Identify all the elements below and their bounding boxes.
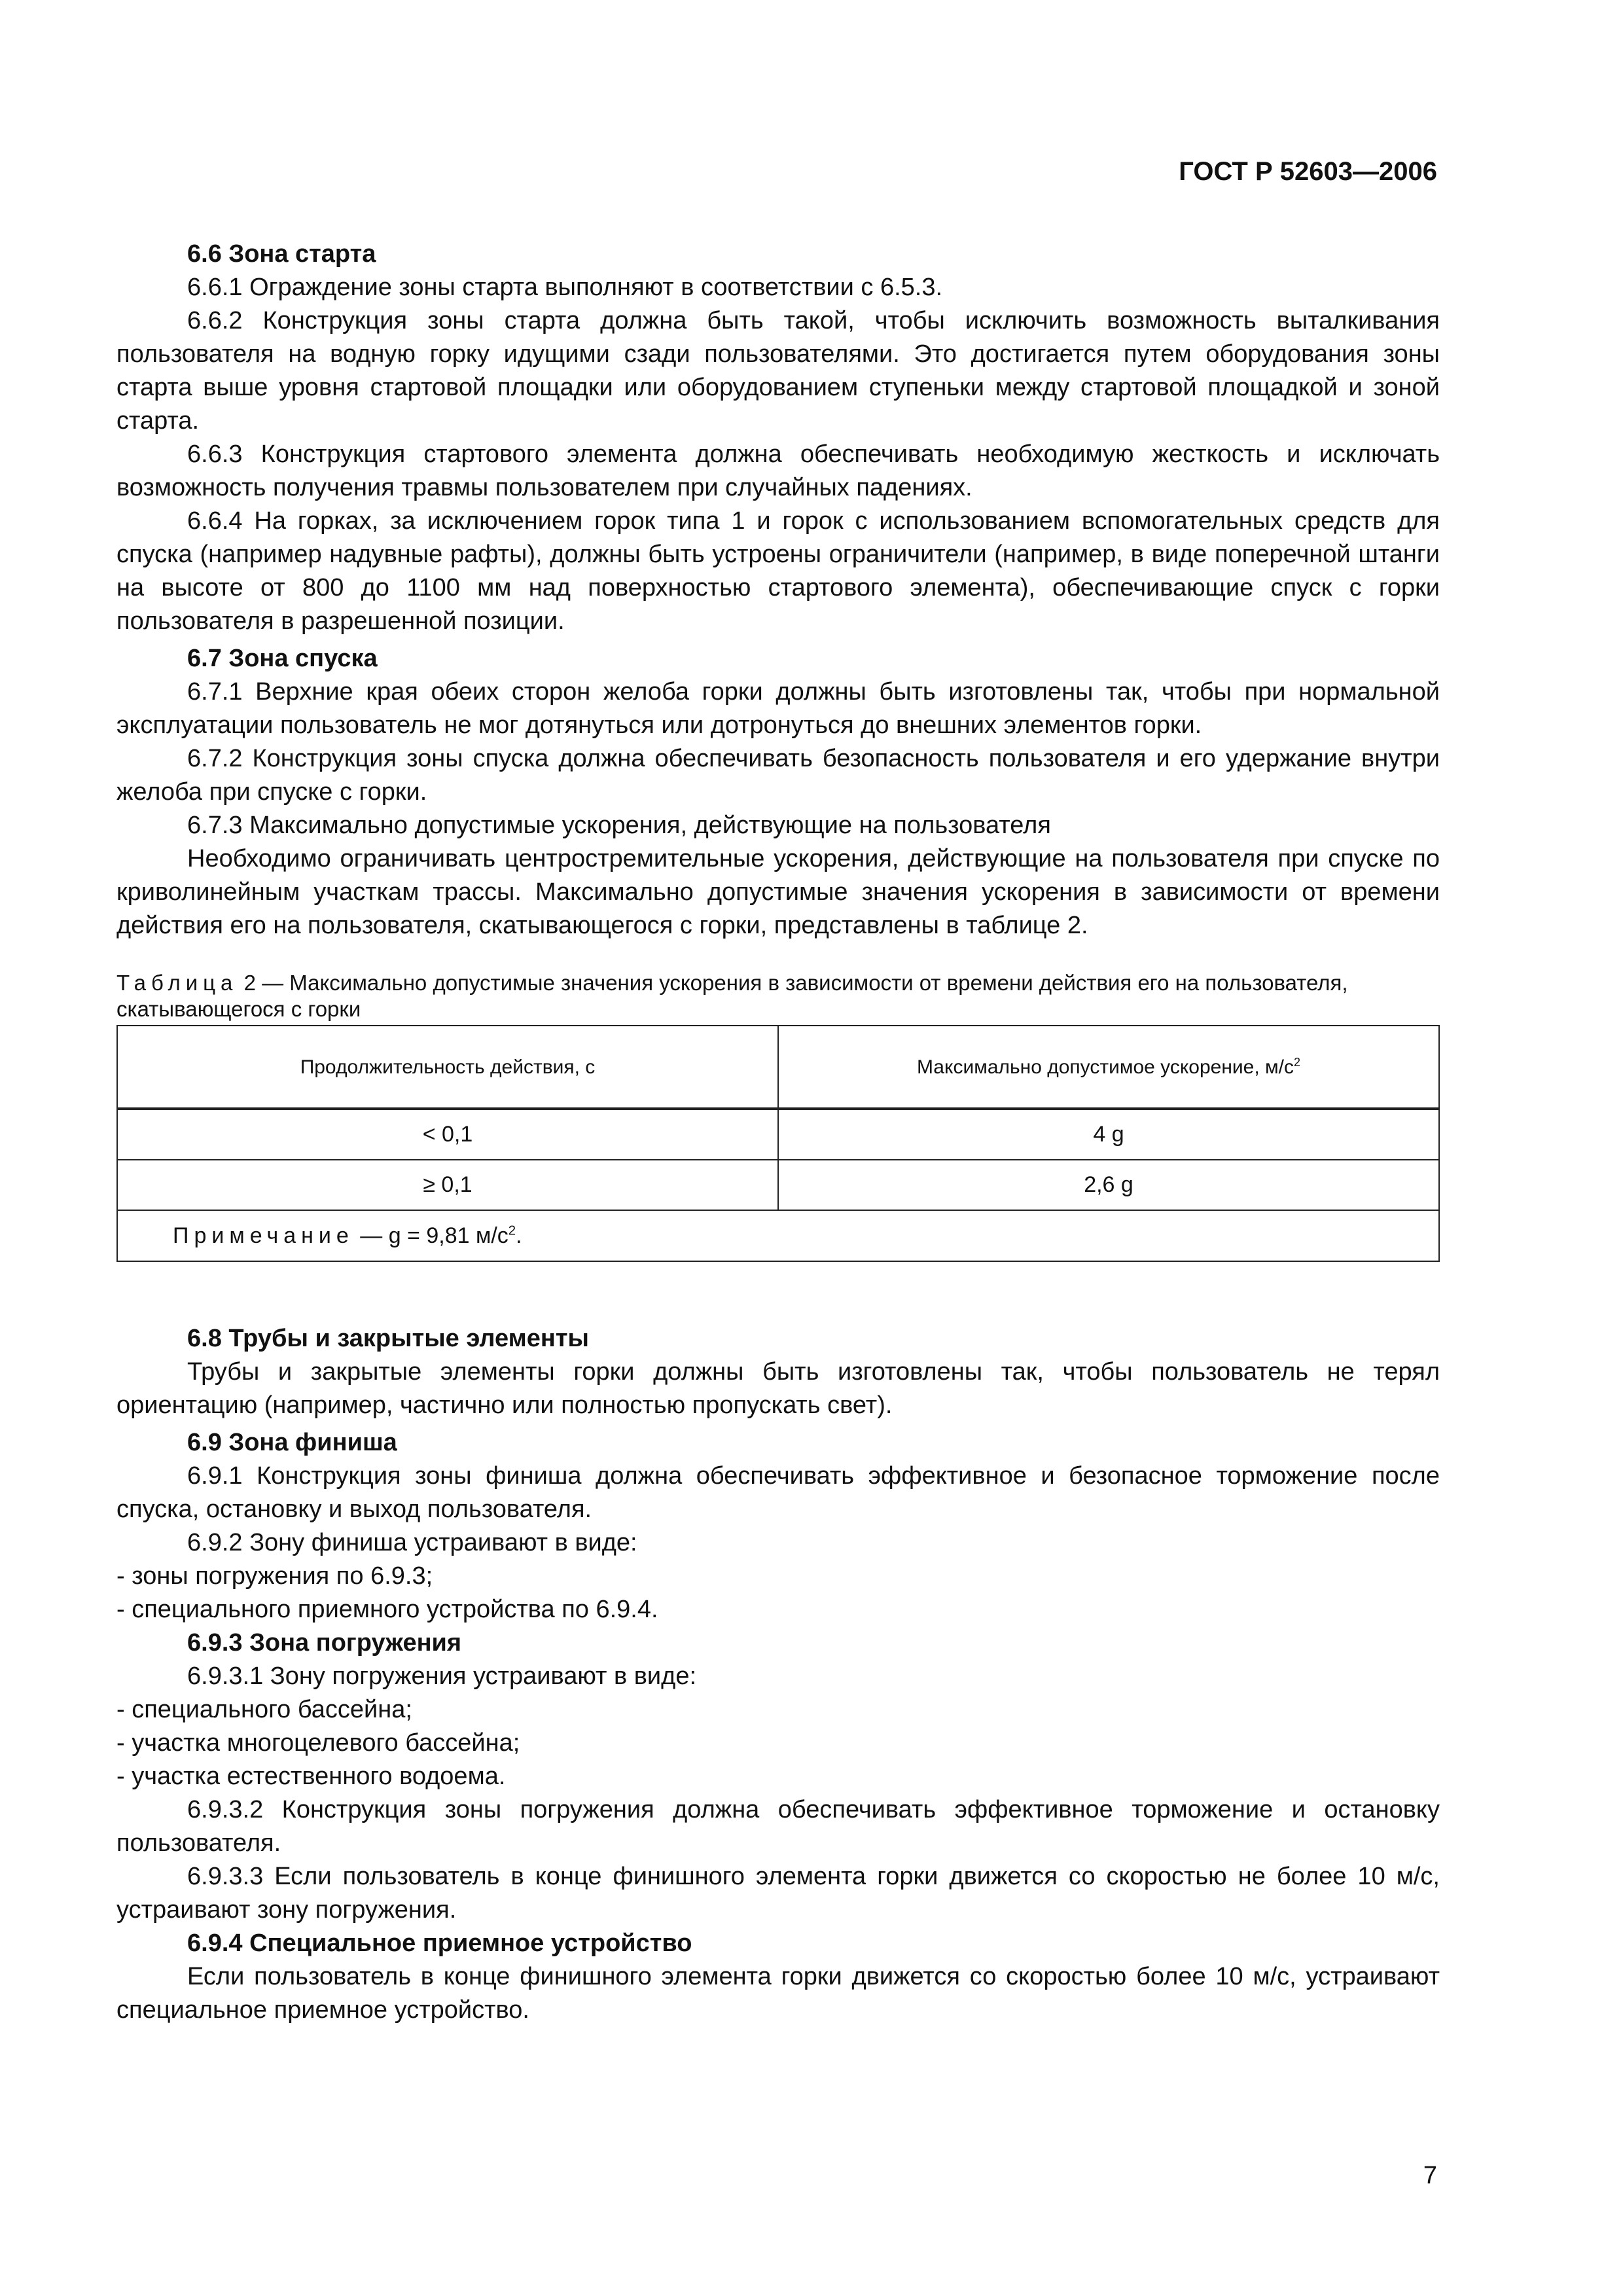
table-cell-duration: < 0,1 [117,1109,778,1160]
document-body [116,238,1440,2027]
paragraph-6-7-2: 6.7.2 Конструкция зоны спуска должна обеспечивать безопасность пользователя и его удержание внутри желоба при спуске с горки. [116,745,1440,806]
paragraph-6-8: Трубы и закрытые элементы горки должны быть изготовлены так, чтобы пользователь не терял ориентацию (например, частично или полностью пропускать свет). [116,1358,1440,1419]
table-row [117,1109,1439,1160]
table-note: Примечание — g = 9,81 $м/с^2$. [117,1210,1439,1261]
section-heading-6-9-4: 6.9.4 Специальное приемное устройство [187,1929,692,1957]
table-cell-accel: 4 g [778,1109,1439,1160]
paragraph-6-6-4: 6.6.4 На горках, за исключением горок типа 1 и горок с использованием вспомогательных средств для спуска (например надувные рафты), должны быть устроены ограничители (например, в виде поперечной штанги на высоте от 800 до 1100 мм над поверхностью стартового элемента), обеспечивающие спуск с горки пользователя в разрешенной позиции. [116,507,1440,635]
section-heading-6-6: 6.6 Зона старта [187,240,376,268]
acceleration-table [116,1025,1440,1262]
paragraph-6-7-3-text: Необходимо ограничивать центростремительные ускорения, действующие на пользователя при спуске по криволинейным участкам трассы. Максимально допустимые значения ускорения в зависимости от времени действия его на пользователя, скатывающегося с горки, представлены в таблице 2. [116,845,1440,939]
table-cell-duration: ≥ 0,1 [117,1160,778,1210]
paragraph-6-9-4: Если пользователь в конце финишного элемента горки движется со скоростью более 10 м/с, устраивают специальное приемное устройство. [116,1963,1440,2024]
list-item: - участка естественного водоема. [116,1763,506,1790]
section-heading-6-9: 6.9 Зона финиша [187,1429,397,1456]
table-header-duration: Продолжительность действия, с [117,1026,778,1109]
document-id: ГОСТ Р 52603—2006 [1179,157,1437,186]
list-item: - зоны погружения по 6.9.3; [116,1562,433,1590]
section-heading-6-8: 6.8 Трубы и закрытые элементы [187,1325,589,1352]
paragraph-6-9-2: 6.9.2 Зону финиша устраивают в виде: [187,1529,637,1556]
section-heading-6-9-3: 6.9.3 Зона погружения [187,1629,462,1657]
paragraph-6-6-1: 6.6.1 Ограждение зоны старта выполняют в соответствии с 6.5.3. [187,274,943,301]
table-note-row [117,1210,1439,1261]
page-number: 7 [1423,2162,1437,2189]
list-item: - участка многоцелевого бассейна; [116,1729,520,1757]
list-item: - специального бассейна; [116,1696,412,1723]
paragraph-6-9-1: 6.9.1 Конструкция зоны финиша должна обеспечивать эффективное и безопасное торможение после спуска, остановку и выход пользователя. [116,1462,1440,1523]
paragraph-6-7-3: 6.7.3 Максимально допустимые ускорения, действующие на пользователя [187,812,1051,839]
table-header-row [117,1026,1439,1109]
paragraph-6-9-3-1: 6.9.3.1 Зону погружения устраивают в виде: [187,1662,697,1690]
table-caption-text: 2 — Максимально допустимые значения ускорения в зависимости от времени действия его на пользователя, скатывающегося с горки [116,971,1348,1021]
paragraph-6-6-2: 6.6.2 Конструкция зоны старта должна быть такой, чтобы исключить возможность выталкивания пользователя на водную горку идущими сзади пользователями. Это достигается путем оборудования зоны старта выше уровня стартовой площадки или оборудованием ступеньки между стартовой площадкой и зоной старта. [116,307,1440,435]
paragraph-6-6-3: 6.6.3 Конструкция стартового элемента должна обеспечивать необходимую жесткость и исключать возможность получения травмы пользователем при случайных падениях. [116,440,1440,501]
list-item: - специального приемного устройства по 6.9.4. [116,1596,658,1623]
table-header-acceleration: Максимально допустимое ускорение, $м/с^2$ [778,1026,1439,1109]
table-row [117,1160,1439,1210]
table-cell-accel: 2,6 g [778,1160,1439,1210]
paragraph-6-7-1: 6.7.1 Верхние края обеих сторон желоба горки должны быть изготовлены так, чтобы при нормальной эксплуатации пользователь не мог дотянуться или дотронуться до внешних элементов горки. [116,678,1440,739]
table-caption-label: Таблица [116,971,238,995]
paragraph-6-9-3-2: 6.9.3.2 Конструкция зоны погружения должна обеспечивать эффективное торможение и остановку пользователя. [116,1796,1440,1857]
paragraph-6-9-3-3: 6.9.3.3 Если пользователь в конце финишного элемента горки движется со скоростью не более 10 м/с, устраивают зону погружения. [116,1863,1440,1924]
table-caption [116,970,1440,1022]
section-heading-6-7: 6.7 Зона спуска [187,645,378,672]
